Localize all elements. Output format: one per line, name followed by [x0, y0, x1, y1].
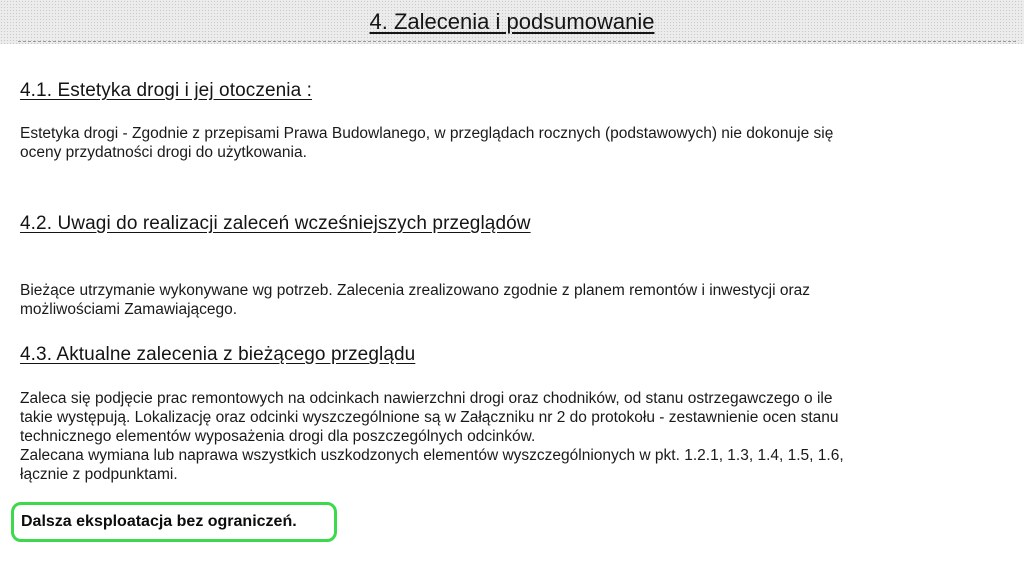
- section-body-4-1: [20, 124, 1000, 162]
- text-line: takie występują. Lokalizację oraz odcinki wyszczególnione są w Załączniku nr 2 do protokołu - zestawnienie ocen stanu: [20, 409, 839, 426]
- text-line: Estetyka drogi - Zgodnie z przepisami Prawa Budowlanego, w przeglądach rocznych (podstawowych) nie dokonuje się: [20, 125, 834, 142]
- text-line: Zalecana wymiana lub naprawa wszystkich uszkodzonych elementów wyszczególnionych w pkt. 1.2.1, 1.3, 1.4, 1.5, 1.6,: [20, 447, 844, 464]
- section-heading-4-1: 4.1. Estetyka drogi i jej otoczenia :: [20, 80, 313, 101]
- text-line: możliwościami Zamawiającego.: [20, 301, 238, 318]
- page-title: 4. Zalecenia i podsumowanie: [369, 9, 655, 34]
- text-line: Zaleca się podjęcie prac remontowych na odcinkach nawierzchni drogi oraz chodników, od stanu ostrzegawczego o ile: [20, 390, 833, 407]
- section-body-4-3: [20, 389, 1000, 484]
- section-heading-4-3: 4.3. Aktualne zalecenia z bieżącego przeglądu: [20, 344, 416, 365]
- section-heading-4-2: 4.2. Uwagi do realizacji zaleceń wcześniejszych przeglądów: [20, 213, 531, 234]
- section-body-4-2: [20, 281, 1000, 319]
- conclusion-text: Dalsza eksploatacja bez ograniczeń.: [21, 513, 297, 530]
- text-line: technicznego elementów wyposażenia drogi dla poszczególnych odcinków.: [20, 428, 536, 445]
- header-divider: [18, 41, 1016, 42]
- text-line: oceny przydatności drogi do użytkowania.: [20, 144, 307, 161]
- text-line: Bieżące utrzymanie wykonywane wg potrzeb. Zalecenia zrealizowano zgodnie z planem remontów i inwestycji oraz: [20, 282, 811, 299]
- text-line: łącznie z podpunktami.: [20, 466, 178, 483]
